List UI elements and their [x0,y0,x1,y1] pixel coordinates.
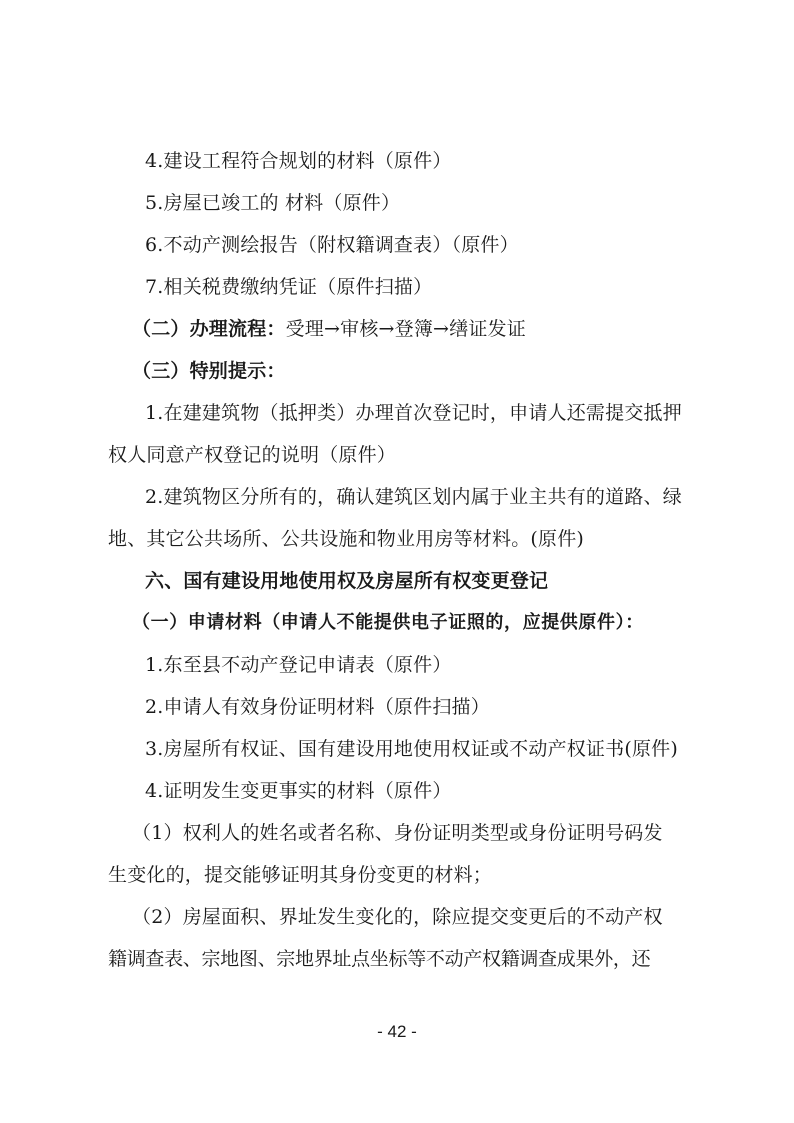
notice-1-line-2: 权人同意产权登记的说明（原件） [108,444,397,466]
special-notice-heading: （三）特别提示： [132,360,286,382]
notice-1-line-1: 1.在建建筑物（抵押类）办理首次登记时，申请人还需提交抵押 [145,402,682,424]
application-materials-heading: （一）申请材料（申请人不能提供电子证照的，应提供原件）： [132,612,644,633]
sub-item-2-line-2: 籍调查表、宗地图、宗地界址点坐标等不动产权籍调查成果外，还 [108,948,651,970]
process-heading: （二）办理流程： [132,318,286,340]
application-item-2: 2.申请人有效身份证明材料（原件扫描） [145,696,490,718]
notice-2-line-1: 2.建筑物区分所有的，确认建筑区划内属于业主共有的道路、绿 [145,486,682,508]
material-item-6: 6.不动产测绘报告（附权籍调查表）（原件） [145,234,519,256]
sub-item-1-line-1: （1）权利人的姓名或者名称、身份证明类型或身份证明号码发 [132,822,663,844]
sub-item-1-line-2: 生变化的，提交能够证明其身份变更的材料； [108,864,493,886]
material-item-7: 7.相关税费缴纳凭证（原件扫描） [145,276,433,298]
notice-2-line-2: 地、其它公共场所、公共设施和物业用房等材料。(原件) [108,528,585,550]
section-six-heading: 六、国有建设用地使用权及房屋所有权变更登记 [145,570,549,592]
material-item-4: 4.建设工程符合规划的材料（原件） [145,150,452,172]
page-number: - 42 - [377,1022,417,1041]
sub-item-2-line-1: （2）房屋面积、界址发生变化的，除应提交变更后的不动产权 [132,906,663,928]
application-item-1: 1.东至县不动产登记申请表（原件） [145,654,452,676]
application-item-3: 3.房屋所有权证、国有建设用地使用权证或不动产权证书(原件) [145,738,678,760]
process-steps: 受理→审核→登簿→缮证发证 [285,318,526,340]
material-item-5: 5.房屋已竣工的 材料（原件） [145,192,401,214]
application-item-4: 4.证明发生变更事实的材料（原件） [145,780,452,802]
process-line [132,316,526,342]
